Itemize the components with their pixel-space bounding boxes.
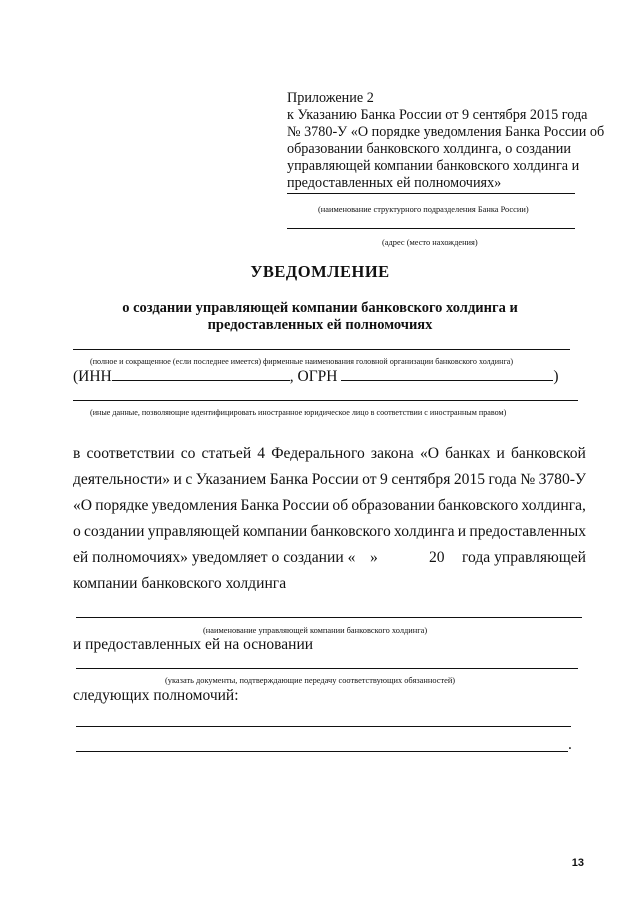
other-data-caption: (иные данные, позволяющие идентифицировать иностранное юридическое лицо в соответствии с иностранным правом) [90, 408, 507, 417]
body-word: Указанием [195, 471, 267, 488]
body-word: Федерального [271, 445, 365, 462]
body-word: предоставленных [469, 523, 586, 540]
org-name-field-line[interactable] [73, 349, 570, 350]
body-word: со [180, 445, 196, 462]
basis-field-line[interactable] [76, 668, 578, 669]
body-word: с [185, 471, 193, 488]
division-field-line[interactable] [287, 193, 575, 194]
division-caption: (наименование структурного подразделения Банка России) [318, 205, 529, 214]
appendix-line: Приложение 2 [287, 90, 374, 106]
body-word: управляющей [147, 523, 240, 540]
body-word: от [362, 471, 377, 488]
body-word: сентября [391, 471, 451, 488]
inn-label: (ИНН [73, 368, 112, 385]
appendix-line: предоставленных ей полномочиях» [287, 175, 502, 191]
body-word: деятельности» [73, 471, 171, 488]
body-word: 9 [380, 471, 388, 488]
date-quote-close: » [370, 549, 378, 566]
mgmt-caption: (наименование управляющей компании банковского холдинга) [203, 626, 428, 635]
body-word: банковского [437, 497, 519, 514]
body-line-text: года управляющей [461, 549, 586, 566]
document-subtitle [0, 300, 640, 334]
basis-label: и предоставленных ей на основании [73, 636, 314, 653]
body-word: холдинга [394, 523, 455, 540]
body-word: года [488, 471, 517, 488]
body-word: 3780-У [538, 471, 586, 488]
body-word: порядке [95, 497, 149, 514]
powers-label: следующих полномочий: [73, 687, 239, 704]
body-word: банковского [310, 523, 391, 540]
body-word: банковской [510, 445, 586, 462]
body-line [73, 493, 586, 519]
body-word: 2015 [453, 471, 486, 488]
body-word: 4 [257, 445, 266, 462]
body-line-date [73, 545, 586, 571]
document-title: УВЕДОМЛЕНИЕ [250, 262, 390, 281]
body-line [73, 519, 586, 545]
powers-field-line-1[interactable] [76, 726, 571, 727]
body-word: и [457, 523, 467, 540]
body-word: об [332, 497, 349, 514]
body-word: создании [84, 523, 145, 540]
body-word: закона [370, 445, 414, 462]
body-word: в [73, 445, 81, 462]
body-word: России [282, 497, 330, 514]
body-word: и [496, 445, 505, 462]
body-line [73, 441, 586, 467]
body-word: Банка [269, 471, 309, 488]
inn-close: ) [553, 368, 559, 385]
subtitle-line: о создании управляющей компании банковского холдинга и [122, 300, 518, 316]
date-year-prefix: 20 [429, 549, 445, 566]
body-line-text: ей полномочиях» уведомляет о создании « [73, 549, 356, 566]
inn-field[interactable] [112, 367, 290, 381]
ogrn-field[interactable] [341, 367, 553, 381]
appendix-line: управляющей компании банковского холдинга и [287, 158, 580, 174]
body-line: компании банковского холдинга [73, 575, 287, 592]
body-word: России [311, 471, 359, 488]
body-word: банках [445, 445, 491, 462]
body-paragraph [73, 441, 586, 597]
page-number: 13 [571, 857, 584, 869]
body-line [73, 467, 586, 493]
org-caption: (полное и сокращенное (если последнее имеется) фирменные наименования головной организации банковского холдинга) [90, 357, 514, 366]
other-data-field-line[interactable] [73, 400, 578, 401]
final-period: . [568, 736, 572, 753]
body-word: «О [73, 497, 93, 514]
ogrn-label: , ОГРН [289, 368, 338, 385]
body-word: № [520, 471, 536, 488]
address-caption: (адрес (место нахождения) [382, 238, 478, 247]
subtitle-line: предоставленных ей полномочиях [207, 317, 433, 333]
body-word: компании [242, 523, 308, 540]
inn-ogrn-row [73, 367, 583, 386]
appendix-block [287, 90, 605, 192]
address-field-line[interactable] [287, 228, 575, 229]
body-word: уведомления [151, 497, 238, 514]
docs-caption: (указать документы, подтверждающие передачу соответствующих обязанностей) [165, 676, 456, 685]
appendix-line: № 3780-У «О порядке уведомления Банка России об [287, 124, 605, 140]
body-word: статьей [201, 445, 252, 462]
powers-field-line-2[interactable] [76, 751, 568, 752]
mgmt-name-field-line[interactable] [76, 617, 582, 618]
body-word: холдинга, [521, 497, 586, 514]
body-word: «О [419, 445, 440, 462]
body-word: о [73, 523, 81, 540]
appendix-line: образовании банковского холдинга, о создании [287, 141, 571, 157]
body-word: Банка [240, 497, 279, 514]
appendix-line: к Указанию Банка России от 9 сентября 2015 года [287, 107, 588, 123]
body-word: соответствии [86, 445, 175, 462]
body-word: и [173, 471, 182, 488]
body-word: образовании [351, 497, 435, 514]
